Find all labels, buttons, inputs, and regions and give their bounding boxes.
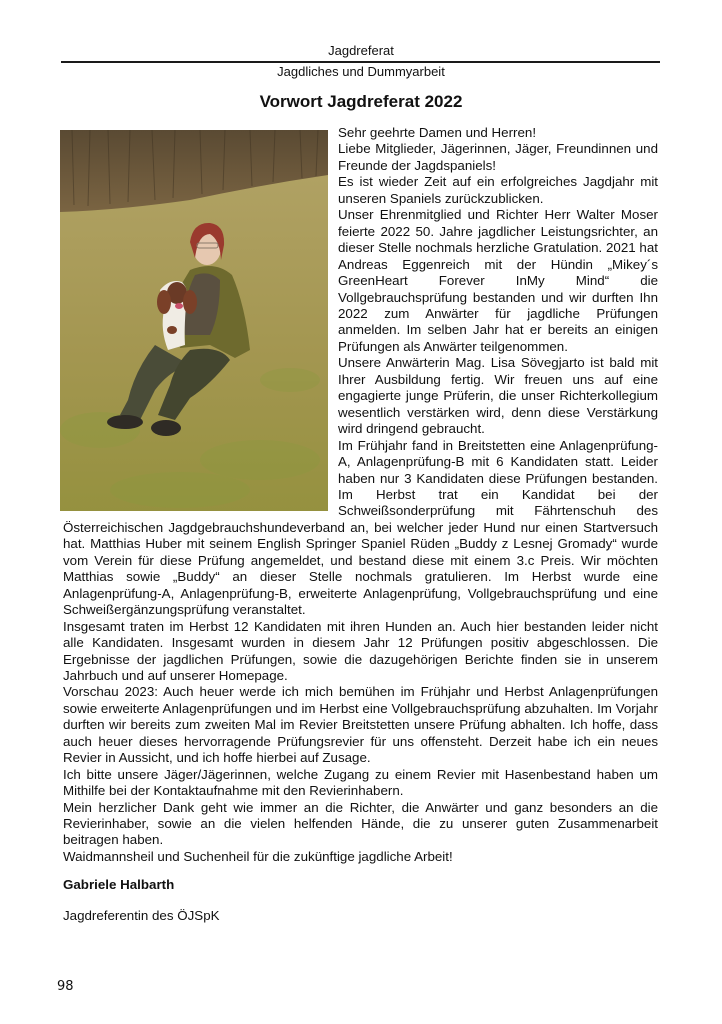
paragraph-autumn-results: Insgesamt traten im Herbst 12 Kandidaten mit ihren Hunden an. Auch hier bestanden leider nicht alle Kandidaten. Insgesamt wurden in diesem Jahr 12 Prüfungen positiv abgeschlossen. Die Ergebnisse der jagdlichen Prüfungen, sowie die dazugehörigen Berichte finden sie in unserem Jahrbuch und auf unserer Homepage. [63,618,658,683]
paragraph-spring-exams: Im Frühjahr fand in Breitstetten eine Anlagenprüfung-A, Anlagenprüfung-B mit 6 Kandidaten statt. Leider haben nur 3 Kandidaten diese Prüfungen bestanden. Im Herbst trat ein Kandidat bei der Schweißsonderprüfung mit Fährtenschuh des Österreichischen Jagdgebrauchshundeverband an, bei welcher jeder Hund nur einen Startversuch hat. Matthias Huber mit seinem English Springer Spaniel Rüden „Buddy z Lesnej Gromady“ wurde vom Verein für diese Prüfung angemeldet, und bestand diese mit einem 3.c Preis. Wir möchten Matthias sowie „Buddy“ an dieser Stelle nochmals gratulieren. Im Herbst wurde eine Anlagenprüfung-A, Anlagenprüfung-B, erweiterte Anlagenprüfung, Vollgebrauchsprüfung und eine Schweißergänzungsprüfung veranstaltet. [63,437,658,618]
paragraph-closing: Waidmannsheil und Suchenheil für die zukünftige jagdliche Arbeit! [63,848,453,864]
page-number: 98 [57,979,74,994]
signature-role: Jagdreferentin des ÖJSpK [63,908,220,923]
paragraph-candidate: Unsere Anwärterin Mag. Lisa Sövegjarto ist bald mit Ihrer Ausbildung fertig. Wir freuen uns auf eine engagierte junge Prüferin, die unser Richterkollegium wesentlich verstärken wird, denn diese Verstärkung wird dringend gebraucht. [338,355,658,437]
running-header-subsection: Jagdliches und Dummyarbeit [277,64,445,79]
paragraph-greeting: Sehr geehrte Damen und Herren! [338,125,537,140]
article-title: Vorwort Jagdreferat 2022 [259,92,463,111]
paragraph-request: Ich bitte unsere Jäger/Jägerinnen, welche Zugang zu einem Revier mit Hasenbestand haben um Mithilfe bei der Kontaktaufnahme mit den Revierinhabern. [63,766,658,799]
paragraph-salutation: Liebe Mitglieder, Jägerinnen, Jäger, Freundinnen und Freunde der Jagdspaniels! [338,141,658,173]
header-rule [61,61,660,63]
photo-float-spacer [63,125,338,512]
signature-name: Gabriele Halbarth [63,877,175,892]
paragraph-preview-2023: Vorschau 2023: Auch heuer werde ich mich bemühen im Frühjahr und Herbst Anlagenprüfungen sowie erweiterte Anlagenprüfungen und im Herbst eine Vollgebrauchsprüfung abzuhalten. Im Vorjahr durften wir bereits zum zweiten Mal im Revier Breitstetten unsere Prüfung abhalten. Ich hoffe, dass auch heuer dieses hervorragende Prüfungsrevier für uns offensteht. Derzeit habe ich ein neues Revier in Aussicht, und ich hoffe hierbei auf Zusage. [63,684,658,766]
paragraph-honors: Unser Ehrenmitglied und Richter Herr Walter Moser feierte 2022 50. Jahre jagdlicher Leistungsrichter, an dieser Stelle nochmals herzliche Gratulation. 2021 hat Andreas Eggenreich mit der Hündin „Mikey´s GreenHeart Forever InMy Mind“ die Vollgebrauchsprüfung bestanden und wir durften Ihn 2022 zum Anwärter für jagdliche Prüfungen anmelden. Im selben Jahr hat er bereits an einigen Prüfungen als Anwärter teilgenommen. [338,207,658,354]
paragraph-intro: Es ist wieder Zeit auf ein erfolgreiches Jagdjahr mit unseren Spaniels zurückzublicken. [338,174,658,206]
paragraph-thanks: Mein herzlicher Dank geht wie immer an die Richter, die Anwärter und ganz besonders an die Revierinhaber, sowie an die vielen helfenden Hände, die zu unserer guten Zusammenarbeit beitragen haben. [63,799,658,848]
article-body [63,125,658,865]
running-header-section: Jagdreferat [328,43,394,58]
